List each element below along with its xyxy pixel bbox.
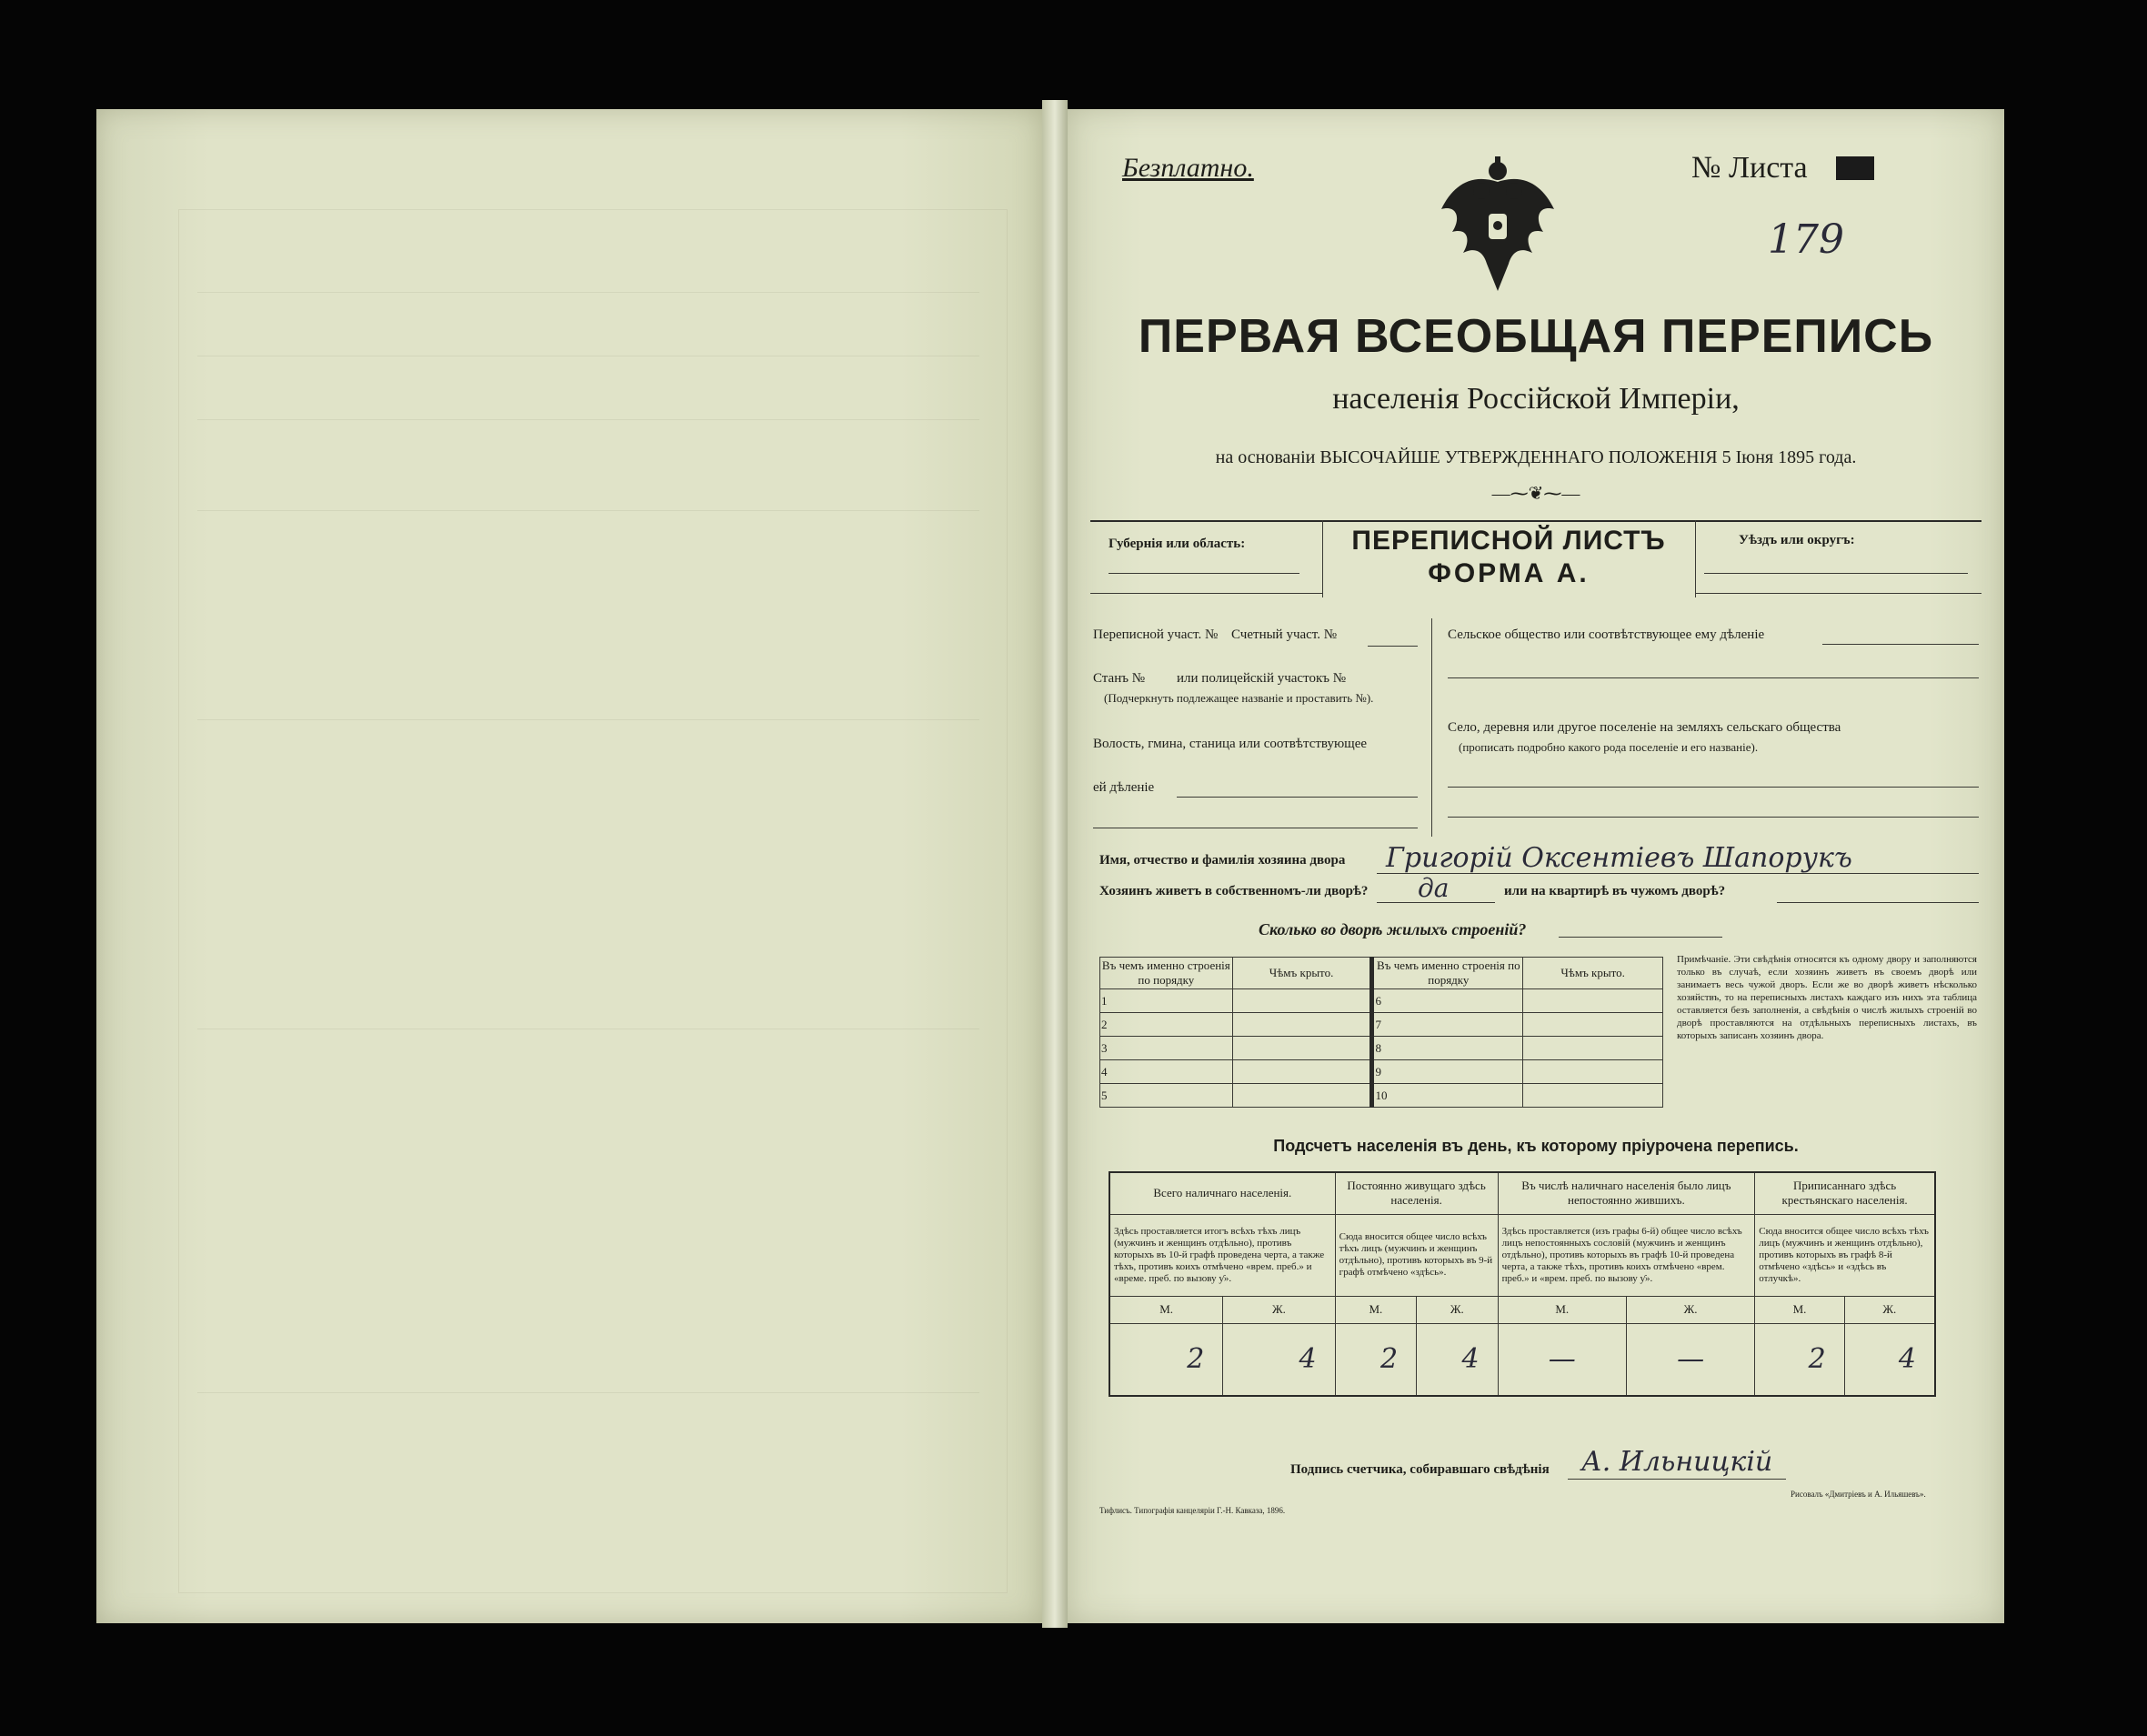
free-of-charge-label: Безплатно.	[1122, 153, 1254, 183]
sheet-type-title: ПЕРЕПИСНОЙ ЛИСТЪ	[1351, 526, 1666, 556]
tally-header-present: Всего наличнаго населенія.	[1109, 1172, 1335, 1214]
province-label: Губернія или область:	[1109, 537, 1246, 551]
building-row-number: 7	[1372, 1013, 1523, 1037]
tally-title: Подсчетъ населенія въ день, къ которому пріурочена перепись.	[1273, 1137, 1799, 1155]
male-header: М.	[1109, 1296, 1223, 1323]
stan-note: (Подчеркнуть подлежащее названіе и проставить №).	[1104, 691, 1374, 705]
rent-label: или на квартирѣ въ чужомъ дворѣ?	[1504, 884, 1726, 898]
female-header: Ж.	[1626, 1296, 1754, 1323]
tally-desc-permanent: Сюда вносится общее число всѣхъ тѣхъ лицъ (мужчинъ и женщинъ отдѣльно), противъ которыхъ въ 9-й графѣ отмѣчено «здѣсь».	[1335, 1214, 1498, 1296]
building-row-number: 4	[1100, 1060, 1233, 1084]
tally-permanent-male: 2	[1335, 1323, 1416, 1396]
male-header: М.	[1498, 1296, 1626, 1323]
tally-registered-female: 4	[1844, 1323, 1935, 1396]
book-gutter	[1042, 100, 1068, 1628]
village-note: (прописать подробно какого рода поселеніе и его названіе).	[1459, 740, 1759, 754]
form-type-title: ФОРМА А.	[1428, 558, 1590, 588]
building-row-number: 8	[1372, 1037, 1523, 1060]
owner-name-label: Имя, отчество и фамилія хозяина двора	[1099, 853, 1346, 868]
female-header: Ж.	[1223, 1296, 1335, 1323]
imperial-eagle-emblem	[1434, 155, 1561, 296]
district-label: Уѣздъ или округъ:	[1739, 533, 1855, 547]
sheet-number-label: № Листа	[1691, 151, 1808, 185]
tally-header-registered: Приписаннаго здѣсь крестьянскаго населенія.	[1755, 1172, 1935, 1214]
tally-present-male: 2	[1109, 1323, 1223, 1396]
census-district-label: Переписной участ. №	[1093, 627, 1219, 642]
legal-basis-line: на основаніи ВЫСОЧАЙШЕ УТВЕРЖДЕННАГО ПОЛОЖЕНІЯ 5 Іюня 1895 года.	[1215, 447, 1857, 467]
rural-society-label: Сельское общество или соотвѣтствующее ему дѣленіе	[1448, 627, 1765, 642]
buildings-table	[1099, 957, 1663, 1108]
village-label: Село, деревня или другое поселеніе на земляхъ сельскаго общества	[1448, 720, 1841, 735]
buildings-col-number: Въ чемъ именно строенія по порядку	[1100, 958, 1233, 989]
tally-registered-male: 2	[1755, 1323, 1844, 1396]
building-row-number: 3	[1100, 1037, 1233, 1060]
buildings-col-number-2: Въ чемъ именно строенія по порядку	[1372, 958, 1523, 989]
left-blank-page	[96, 109, 1042, 1623]
tally-nonpermanent-female: —	[1626, 1323, 1754, 1396]
male-header: М.	[1755, 1296, 1844, 1323]
buildings-note: Примѣчаніе. Эти свѣдѣнія относятся къ одному двору и заполняются только въ случаѣ, если хозяинъ живетъ въ своемъ дворѣ или занимаетъ весь чужой дворъ. Если же во дворѣ живетъ нѣсколько хозяйствъ, то на переписныхъ листахъ каждаго изъ нихъ эта таблица оставляется безъ заполненія, а свѣдѣнія о числѣ жилыхъ строеній во дворѣ проставляются на отдѣльныхъ переписныхъ листахъ, въ которыхъ записанъ хозяинъ двора.	[1677, 954, 1977, 1041]
volost-label: Волость, гмина, станица или соотвѣтствующее	[1093, 737, 1368, 751]
buildings-col-material: Чѣмъ крыто.	[1232, 958, 1372, 989]
own-yard-label: Хозяинъ живетъ в собственномъ-ли дворѣ?	[1099, 884, 1369, 898]
printer-imprint-left: Тифлисъ. Типографія канцеляріи Г.-Н. Кавказа, 1896.	[1099, 1506, 1286, 1515]
tally-desc-nonpermanent: Здѣсь проставляется (изъ графы 6-й) общее число всѣхъ лицъ непостоянныхъ сословій (мужчинъ и женщинъ отдѣльно), противъ которыхъ въ графѣ 10-й проведена черта, а также тѣхъ, противъ коихъ отмѣчено «врем. преб.» и «врем. преб. по вызову ƴ».	[1498, 1214, 1755, 1296]
tally-desc-registered: Сюда вносится общее число всѣхъ тѣхъ лицъ (мужчинъ и женщинъ отдѣльно), противъ которыхъ въ графѣ 8-й отмѣчено «здѣсь» и «здѣсь въ отлучкѣ».	[1755, 1214, 1935, 1296]
tally-nonpermanent-male: —	[1498, 1323, 1626, 1396]
building-row-number: 10	[1372, 1084, 1523, 1108]
sheet-number-value: 179	[1768, 216, 1844, 263]
tally-desc-present: Здѣсь проставляется итогъ всѣхъ тѣхъ лицъ (мужчинъ и женщинъ отдѣльно), противъ которыхъ въ 10-й графѣ проведена черта, а также тѣхъ, противъ коихъ отмѣчено «врем. преб.» и «време. преб. по вызову ƴ».	[1109, 1214, 1335, 1296]
census-form-page	[1068, 109, 2004, 1623]
census-subtitle: населенія Россійской Имперіи,	[1332, 382, 1740, 416]
ornament-divider: —⁓❦⁓—	[1491, 484, 1580, 504]
police-district-label: или полицейскій участокъ №	[1177, 671, 1347, 686]
population-tally-table	[1109, 1171, 1936, 1397]
own-yard-value: да	[1418, 873, 1450, 903]
owner-name-value: Григорій Оксентіевъ Шапорукъ	[1386, 842, 1852, 874]
counting-district-label: Счетный участ. №	[1231, 627, 1338, 642]
building-row-number: 2	[1100, 1013, 1233, 1037]
redaction-mark	[1836, 156, 1874, 180]
male-header: М.	[1335, 1296, 1416, 1323]
signature-label: Подпись счетчика, собиравшаго свѣдѣнія	[1290, 1462, 1550, 1477]
buildings-question: Сколько во дворѣ жилыхъ строеній?	[1259, 920, 1527, 938]
building-row-number: 5	[1100, 1084, 1233, 1108]
tally-header-permanent: Постоянно живущаго здѣсь населенія.	[1335, 1172, 1498, 1214]
building-row-number: 1	[1100, 989, 1233, 1013]
female-header: Ж.	[1844, 1296, 1935, 1323]
tally-present-female: 4	[1223, 1323, 1335, 1396]
building-row-number: 6	[1372, 989, 1523, 1013]
volost-label-continued: ей дѣленіе	[1093, 780, 1155, 795]
tally-permanent-female: 4	[1417, 1323, 1498, 1396]
faded-bleedthrough-frame	[178, 209, 1008, 1593]
signature-value: А. Ильницкій	[1581, 1446, 1773, 1478]
building-row-number: 9	[1372, 1060, 1523, 1084]
female-header: Ж.	[1417, 1296, 1498, 1323]
census-title: ПЕРВАЯ ВСЕОБЩАЯ ПЕРЕПИСЬ	[1138, 310, 1934, 363]
stan-label: Станъ №	[1093, 671, 1146, 686]
buildings-col-material-2: Чѣмъ крыто.	[1523, 958, 1663, 989]
tally-header-nonpermanent: Въ числѣ наличнаго населенія было лицъ непостоянно жившихъ.	[1498, 1172, 1755, 1214]
printer-imprint-right: Рисовалъ «Дмитріевъ и А. Ильяшевъ».	[1791, 1490, 1926, 1499]
